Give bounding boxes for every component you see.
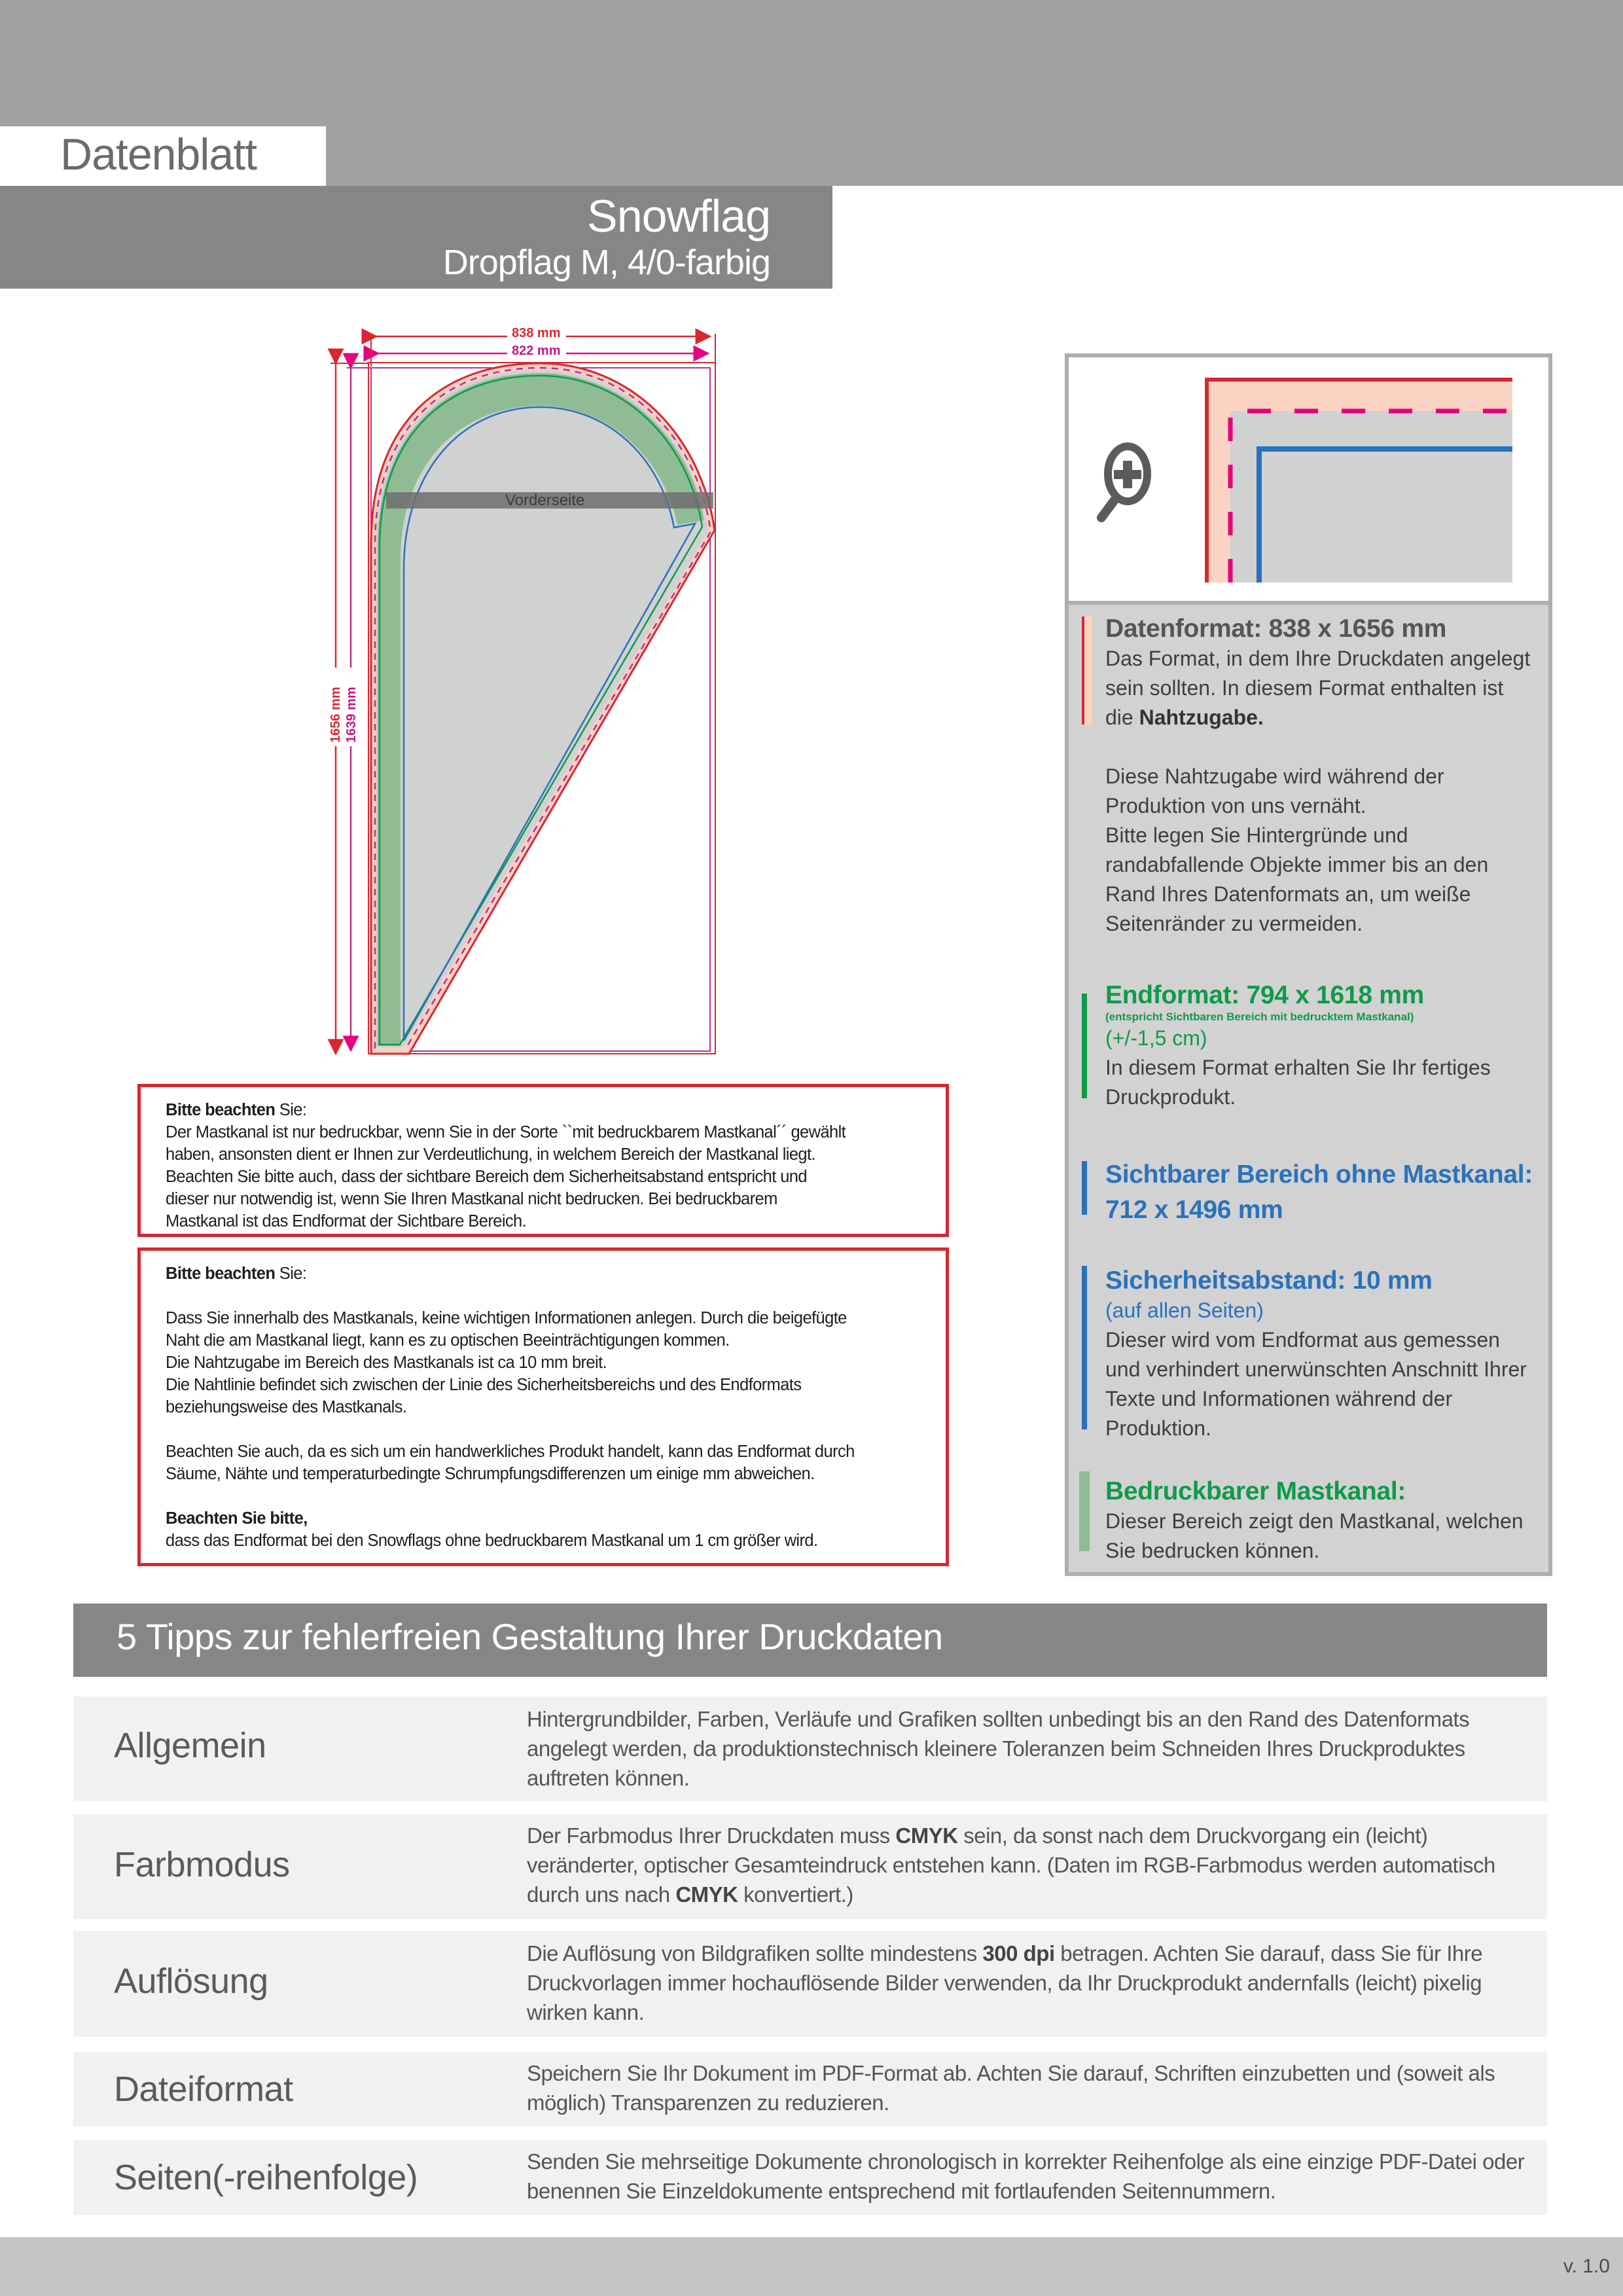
side-label: Vorderseite (505, 492, 585, 509)
note2-heading-rest: Sie: (275, 1265, 307, 1283)
footer (0, 2237, 1623, 2296)
sichtbar-value: 712 x 1496 mm (1105, 1196, 1283, 1224)
sicherheit-title: Sicherheitsabstand: 10 mm (1105, 1266, 1433, 1295)
tip-row-seiten (73, 2140, 1547, 2215)
note-box-mastkanal (137, 1084, 949, 1237)
datenformat-desc2: Diese Nahtzugabe wird während der Produktion von uns vernäht. (1105, 764, 1444, 817)
sicherheit-desc: Dieser wird vom Endformat aus gemessen und verhindert unerwünschten Anschnitt Ihrer Texte und Informationen während der Produktion. (1105, 1328, 1527, 1440)
tips-header (73, 1604, 1547, 1677)
product-title: Snowflag (587, 190, 770, 242)
note-box-naht (137, 1247, 949, 1566)
dim-height-inner: 1639 mm (344, 687, 359, 743)
legend-datenformat (1105, 614, 1537, 939)
note2-line: beziehungsweise des Mastkanals. (166, 1398, 407, 1416)
zoom-in-icon (1095, 442, 1154, 528)
sichtbar-title: Sichtbarer Bereich ohne Mastkanal: (1105, 1160, 1533, 1189)
dim-width-outer: 838 mm (512, 326, 561, 340)
tip-text: Speichern Sie Ihr Dokument im PDF-Format ab. Achten Sie darauf, Schriften einzubetten und (soweit als möglich) Transparenzen zu reduzieren. (527, 2061, 1495, 2115)
legend-mastkanal (1105, 1477, 1537, 1566)
endformat-swatch (1082, 994, 1087, 1098)
doc-type-tab (0, 126, 326, 186)
datenformat-swatch (1082, 617, 1092, 725)
note2-line: Säume, Nähte und temperaturbedingte Schrumpfungsdifferenzen um einige mm abweichen. (166, 1465, 815, 1483)
note2-para3-bold: Beachten Sie bitte, (166, 1509, 308, 1528)
legend-sichtbar (1105, 1157, 1537, 1228)
note1-line: dieser nur notwendig ist, wenn Sie Ihren Mastkanal nicht bedrucken. Bei bedruckbarem (166, 1190, 777, 1208)
tip-label: Auflösung (114, 1962, 268, 2001)
note2-heading-bold: Bitte beachten (166, 1265, 276, 1283)
note1-heading-bold: Bitte beachten (166, 1101, 276, 1119)
tip-row-allgemein (73, 1696, 1547, 1801)
note1-line: Der Mastkanal ist nur bedruckbar, wenn Sie in der Sorte ``mit bedruckbarem Mastkanal´´ gewählt (166, 1123, 846, 1141)
doc-type-label: Datenblatt (60, 130, 257, 179)
dim-height-outer: 1656 mm (329, 687, 343, 743)
tip-label: Farbmodus (114, 1845, 290, 1884)
datenformat-desc: Das Format, in dem Ihre Druckdaten angelegt sein sollten. In diesem Format enthalten ist die Nahtzugabe. (1105, 647, 1531, 729)
tip-text: Die Auflösung von Bildgrafiken sollte mindestens 300 dpi betragen. Achten Sie darauf, dass Sie für Ihre Druckvorlagen immer hochauflösende Bilder verwenden, da Ihr Druckprodukt andernfalls (leicht) pixelig wirken kann. (527, 1941, 1483, 2024)
dim-width-inner: 822 mm (512, 344, 561, 358)
note2-line: Dass Sie innerhalb des Mastkanals, keine wichtigen Informationen anlegen. Durch die beigefügte (166, 1309, 847, 1327)
note2-line: Naht die am Mastkanal liegt, kann es zu optischen Beeinträchtigungen kommen. (166, 1331, 730, 1350)
legend-sicherheit (1105, 1266, 1537, 1443)
version-label: v. 1.0 (1563, 2255, 1610, 2277)
note1-heading-rest: Sie: (275, 1101, 307, 1119)
mastkanal-desc: Dieser Bereich zeigt den Mastkanal, welchen Sie bedrucken können. (1105, 1509, 1524, 1562)
tip-label: Seiten(-reihenfolge) (114, 2158, 418, 2197)
note2-line: Die Nahtlinie befindet sich zwischen der Linie des Sicherheitsbereichs und des Endformats (166, 1376, 802, 1394)
tip-row-farbmodus (73, 1814, 1547, 1919)
legend-preview (1069, 357, 1548, 605)
datenformat-desc3: Bitte legen Sie Hintergründe und randabfallende Objekte immer bis an den Rand Ihres Datenformats an, um weiße Seitenränder zu vermeiden. (1105, 823, 1489, 935)
tips-title: 5 Tipps zur fehlerfreien Gestaltung Ihrer Druckdaten (116, 1616, 943, 1657)
tip-label: Allgemein (114, 1726, 266, 1765)
sicherheit-swatch (1082, 1266, 1087, 1429)
flag-diagram (308, 321, 740, 1067)
datenformat-title: Datenformat: 838 x 1656 mm (1105, 615, 1447, 643)
product-variant: Dropflag M, 4/0-farbig (442, 243, 770, 282)
note2-line: Die Nahtzugabe im Bereich des Mastkanals ist ca 10 mm breit. (166, 1354, 607, 1372)
note1-line: haben, ansonsten dient er Ihnen zur Verdeutlichung, in welchem Bereich der Mastkanal liegt. (166, 1145, 815, 1164)
mastkanal-swatch (1079, 1471, 1090, 1551)
endformat-tolerance: (+/-1,5 cm) (1105, 1026, 1207, 1050)
endformat-title: Endformat: 794 x 1618 mm (1105, 981, 1425, 1009)
note1-line: Beachten Sie bitte auch, dass der sichtbare Bereich dem Sicherheitsabstand entspricht und (166, 1168, 807, 1186)
note1-line: Mastkanal ist das Endformat der Sichtbare Bereich. (166, 1212, 527, 1230)
legend-panel (1065, 353, 1552, 1576)
legend-endformat (1105, 980, 1537, 1112)
sicherheit-subtitle: (auf allen Seiten) (1105, 1299, 1264, 1322)
note2-line: Beachten Sie auch, da es sich um ein handwerkliches Produkt handelt, kann das Endformat durch (166, 1443, 855, 1461)
tip-text: Senden Sie mehrseitige Dokumente chronologisch in korrekter Reihenfolge als eine einzige PDF-Datei oder benennen Sie Einzeldokumente entsprechend mit fortlaufenden Seitennummern. (527, 2149, 1525, 2203)
product-title-bar (0, 186, 832, 289)
mastkanal-title: Bedruckbarer Mastkanal: (1105, 1477, 1406, 1505)
tip-row-dateiformat (73, 2052, 1547, 2126)
tip-label: Dateiformat (114, 2070, 293, 2109)
tip-text: Der Farbmodus Ihrer Druckdaten muss CMYK sein, da sonst nach dem Druckvorgang ein (leicht) veränderter, optischer Gesamteindruck entstehen kann. (Daten im RGB-Farbmodus werden automatisch durch uns nach CMYK konvertiert.) (527, 1823, 1495, 1907)
sichtbar-swatch (1082, 1161, 1087, 1215)
endformat-subtitle: (entspricht Sichtbaren Bereich mit bedrucktem Mastkanal) (1105, 1011, 1414, 1023)
tip-text: Hintergrundbilder, Farben, Verläufe und Grafiken sollten unbedingt bis an den Rand des Datenformats angelegt werden, da produktionstechnisch kleinere Toleranzen beim Schneiden Ihres Druckproduktes auftreten können. (527, 1707, 1470, 1790)
endformat-desc: In diesem Format erhalten Sie Ihr fertiges Druckprodukt. (1105, 1056, 1491, 1109)
note2-line: dass das Endformat bei den Snowflags ohne bedruckbarem Mastkanal um 1 cm größer wird. (166, 1532, 818, 1550)
tip-row-aufloesung (73, 1931, 1547, 2037)
